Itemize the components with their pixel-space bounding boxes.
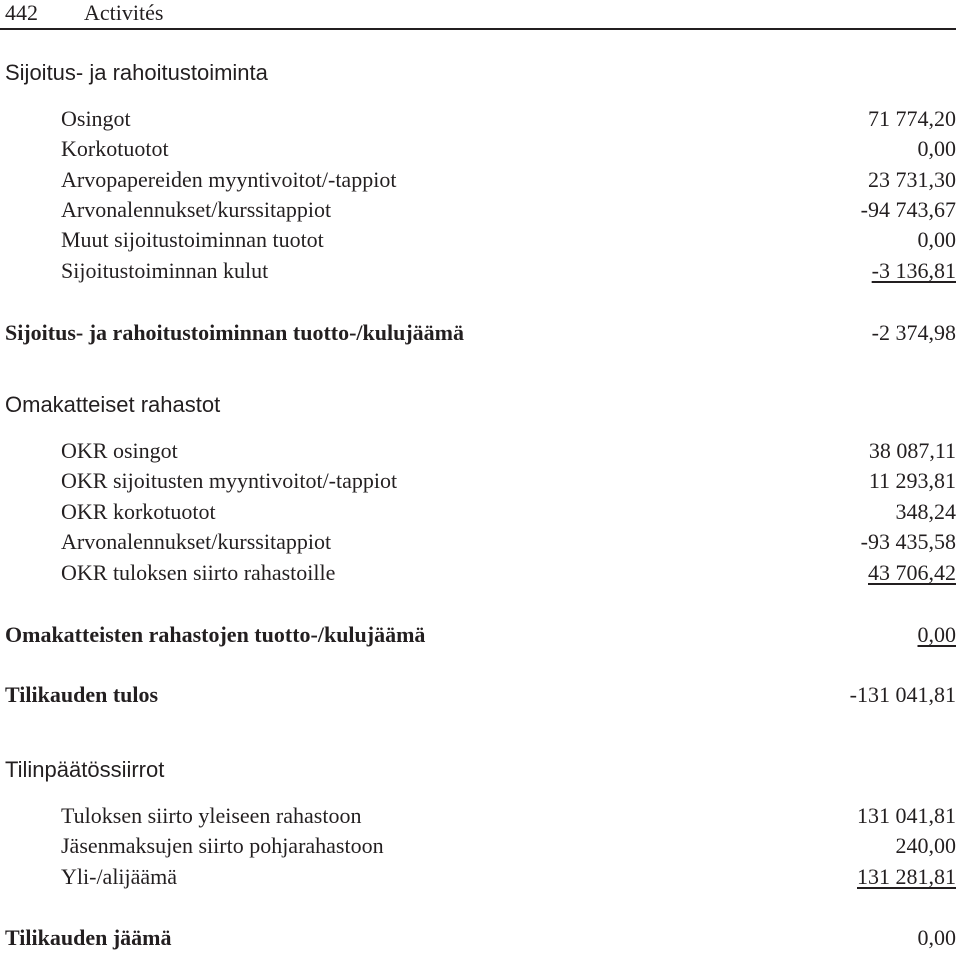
row-label: Tuloksen siirto yleiseen rahastoon — [61, 803, 362, 828]
table-row — [0, 195, 956, 225]
table-row — [0, 558, 956, 588]
total-row-period-balance — [0, 923, 956, 953]
table-row — [0, 165, 956, 195]
total-value: 0,00 — [917, 622, 956, 647]
row-label: Muut sijoitustoiminnan tuotot — [61, 227, 324, 252]
section-heading-closing: Tilinpäätössiirrot — [5, 757, 165, 782]
total-row-investing — [0, 318, 956, 348]
row-label: OKR osingot — [61, 438, 178, 463]
row-label: Yli-/alijäämä — [61, 864, 178, 889]
table-row — [0, 466, 956, 496]
row-value: 131 281,81 — [857, 864, 956, 889]
total-label: Tilikauden tulos — [5, 682, 159, 707]
table-row — [0, 436, 956, 466]
row-label: OKR korkotuotot — [61, 499, 216, 524]
table-row — [0, 831, 956, 861]
row-label: OKR tuloksen siirto rahastoille — [61, 560, 336, 585]
row-value: 131 041,81 — [857, 803, 956, 828]
row-value: 240,00 — [895, 833, 956, 858]
total-value: -2 374,98 — [871, 320, 956, 345]
row-value: 71 774,20 — [868, 106, 956, 131]
section-heading-funds: Omakatteiset rahastot — [5, 392, 221, 417]
page-number: 442 — [5, 0, 38, 25]
row-value: -3 136,81 — [871, 258, 956, 283]
total-value: 0,00 — [917, 925, 956, 950]
table-row — [0, 527, 956, 557]
row-label: Osingot — [61, 106, 131, 131]
total-row-funds — [0, 620, 956, 650]
row-label: Sijoitustoiminnan kulut — [61, 258, 269, 283]
total-label: Omakatteisten rahastojen tuotto-/kulujäämä — [5, 622, 426, 647]
row-value: 0,00 — [917, 227, 956, 252]
row-label: OKR sijoitusten myyntivoitot/-tappiot — [61, 468, 398, 493]
row-label: Arvopapereiden myyntivoitot/-tappiot — [61, 167, 397, 192]
row-label: Korkotuotot — [61, 136, 169, 161]
row-value: 23 731,30 — [868, 167, 956, 192]
total-value: -131 041,81 — [849, 682, 956, 707]
total-label: Sijoitus- ja rahoitustoiminnan tuotto-/kulujäämä — [5, 320, 465, 345]
table-row — [0, 256, 956, 286]
row-value: 43 706,42 — [868, 560, 956, 585]
row-value: 0,00 — [917, 136, 956, 161]
table-row — [0, 104, 956, 134]
header-rule — [0, 28, 956, 30]
page-header — [0, 0, 956, 30]
total-row-period-result — [0, 680, 956, 710]
table-row — [0, 225, 956, 255]
row-value: -93 435,58 — [860, 529, 956, 554]
running-title: Activités — [84, 0, 164, 25]
table-row — [0, 862, 956, 892]
row-value: 38 087,11 — [868, 438, 956, 463]
row-value: 348,24 — [895, 499, 956, 524]
row-label: Arvonalennukset/kurssitappiot — [61, 529, 332, 554]
table-row — [0, 134, 956, 164]
row-value: -94 743,67 — [860, 197, 956, 222]
row-label: Jäsenmaksujen siirto pohjarahastoon — [61, 833, 384, 858]
table-row — [0, 497, 956, 527]
row-label: Arvonalennukset/kurssitappiot — [61, 197, 332, 222]
row-value: 11 293,81 — [868, 468, 956, 493]
table-row — [0, 801, 956, 831]
total-label: Tilikauden jäämä — [5, 925, 172, 950]
section-heading-investing: Sijoitus- ja rahoitustoiminta — [5, 60, 268, 85]
